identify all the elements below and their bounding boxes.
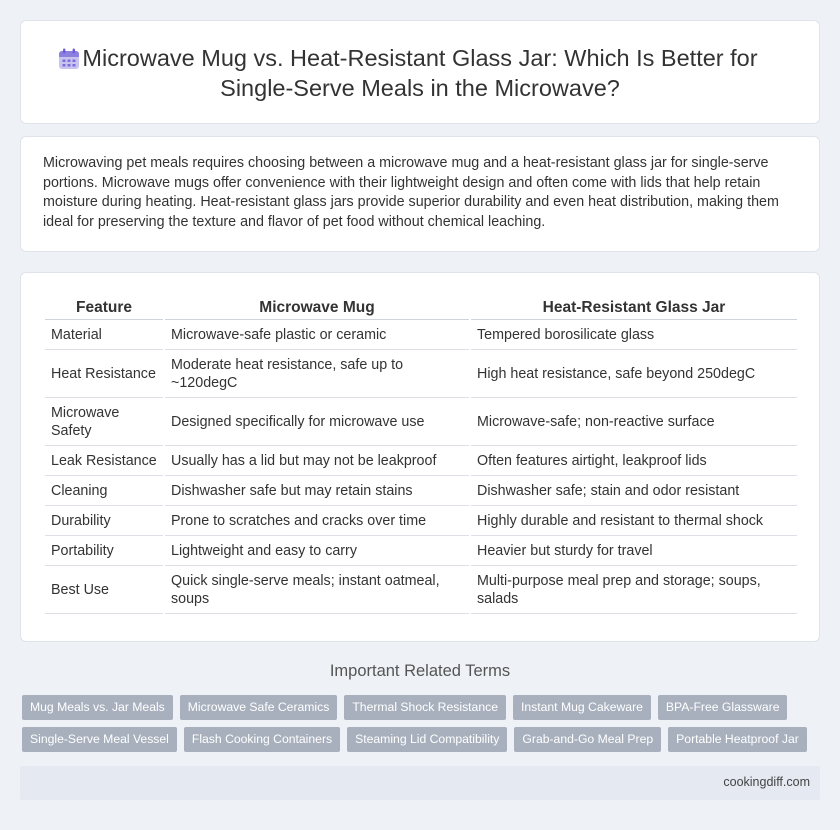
cell-jar: Dishwasher safe; stain and odor resistant [471,476,797,506]
tag-row [22,727,822,752]
footer-site-link[interactable]: cookingdiff.com [723,775,810,789]
tag-portable-heatproof-jar[interactable]: Portable Heatproof Jar [668,727,807,752]
cell-mug: Usually has a lid but may not be leakproof [165,446,469,476]
page-title: Microwave Mug vs. Heat-Resistant Glass Jar: Which Is Better for Single-Serve Meals in the Microwave? [82,45,758,101]
cell-jar: Microwave-safe; non-reactive surface [471,398,797,446]
tag-flash-cooking-containers[interactable]: Flash Cooking Containers [184,727,340,752]
tag-instant-mug-cakeware[interactable]: Instant Mug Cakeware [513,695,651,720]
header-feature: Feature [45,295,163,320]
header-glass-jar: Heat-Resistant Glass Jar [471,295,797,320]
table-row [45,320,797,350]
table-header-row [45,295,797,320]
table-row [45,350,797,398]
comparison-table [43,295,799,614]
cell-jar: Multi-purpose meal prep and storage; soups, salads [471,566,797,614]
header-microwave-mug: Microwave Mug [165,295,469,320]
title-row [21,43,819,103]
table-row [45,506,797,536]
cell-feature: Portability [45,536,163,566]
tag-row [22,695,822,720]
tag-grab-and-go-meal-prep[interactable]: Grab-and-Go Meal Prep [514,727,661,752]
footer [20,766,820,800]
header-card [20,20,820,124]
intro-card [20,136,820,252]
cell-feature: Microwave Safety [45,398,163,446]
cell-mug: Lightweight and easy to carry [165,536,469,566]
tag-single-serve-meal-vessel[interactable]: Single-Serve Meal Vessel [22,727,177,752]
cell-jar: High heat resistance, safe beyond 250degC [471,350,797,398]
cell-mug: Quick single-serve meals; instant oatmeal, soups [165,566,469,614]
tag-thermal-shock-resistance[interactable]: Thermal Shock Resistance [344,695,506,720]
cell-jar: Highly durable and resistant to thermal shock [471,506,797,536]
tag-mug-meals-vs-jar-meals[interactable]: Mug Meals vs. Jar Meals [22,695,173,720]
cell-mug: Designed specifically for microwave use [165,398,469,446]
cell-mug: Moderate heat resistance, safe up to ~120degC [165,350,469,398]
calendar-icon [57,47,81,71]
tag-steaming-lid-compatibility[interactable]: Steaming Lid Compatibility [347,727,507,752]
cell-feature: Material [45,320,163,350]
tag-microwave-safe-ceramics[interactable]: Microwave Safe Ceramics [180,695,338,720]
table-row [45,566,797,614]
cell-mug: Microwave-safe plastic or ceramic [165,320,469,350]
cell-mug: Prone to scratches and cracks over time [165,506,469,536]
cell-mug: Dishwasher safe but may retain stains [165,476,469,506]
cell-feature: Durability [45,506,163,536]
cell-jar: Tempered borosilicate glass [471,320,797,350]
tag-bpa-free-glassware[interactable]: BPA-Free Glassware [658,695,788,720]
table-row [45,446,797,476]
cell-jar: Heavier but sturdy for travel [471,536,797,566]
cell-feature: Leak Resistance [45,446,163,476]
cell-jar: Often features airtight, leakproof lids [471,446,797,476]
comparison-card [20,272,820,642]
cell-feature: Best Use [45,566,163,614]
related-terms-title: Important Related Terms [329,662,511,680]
table-row [45,476,797,506]
cell-feature: Heat Resistance [45,350,163,398]
related-terms-tags [22,695,822,759]
cell-feature: Cleaning [45,476,163,506]
table-row [45,398,797,446]
intro-text: Microwaving pet meals requires choosing between a microwave mug and a heat-resistant glass jar for single-serve portions. Microwave mugs offer convenience with their lightweight design and often come with lids that help retain moisture during heating. Heat-resistant glass jars provide superior durability and even heat distribution, making them ideal for preserving the texture and flavor of pet food without chemical leaching. [43,155,779,230]
table-row [45,536,797,566]
